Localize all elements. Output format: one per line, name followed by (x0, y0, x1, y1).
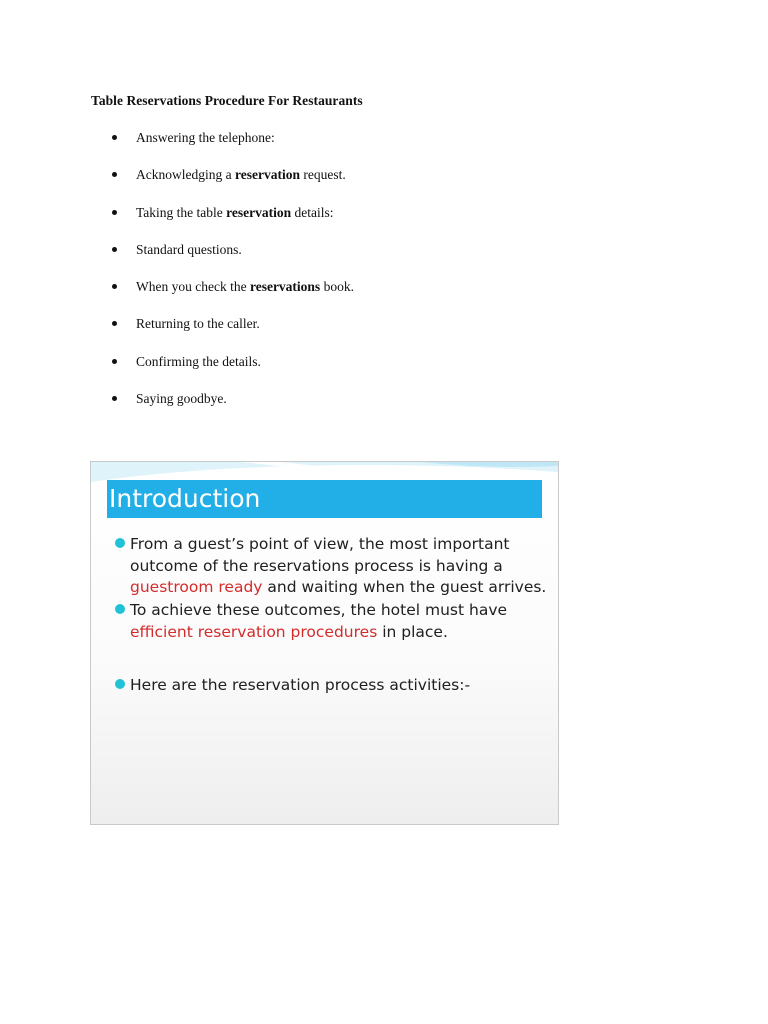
bullet-icon (115, 604, 125, 614)
slide-title: Introduction (109, 484, 261, 513)
list-item-text: When you check the reservations book. (136, 279, 354, 295)
slide-title-bar (107, 480, 542, 518)
bullet-icon (115, 679, 125, 689)
list-item-text: Acknowledging a reservation request. (136, 167, 346, 183)
slide-bullet-text: From a guest’s point of view, the most important outcome of the reservations process is having a guestroom ready and waiting when the guest arrives. (130, 535, 547, 596)
document-title: Table Reservations Procedure For Restaurants (91, 93, 363, 108)
list-item-text: Saying goodbye. (136, 391, 227, 407)
bullet-icon (112, 210, 117, 215)
list-item-text: Standard questions. (136, 241, 242, 257)
list-item-text: Taking the table reservation details: (136, 204, 334, 220)
list-item-text: Confirming the details. (136, 353, 261, 369)
slide-bullet-text: To achieve these outcomes, the hotel must have efficient reservation procedures in place. (130, 601, 508, 641)
bullet-icon (112, 284, 117, 289)
list-item-text: Returning to the caller. (136, 316, 260, 332)
bullet-icon (112, 321, 117, 326)
introduction-slide-image (90, 461, 559, 825)
bullet-icon (112, 359, 117, 364)
bullet-icon (112, 247, 117, 252)
slide-bullet-text: Here are the reservation process activities:- (130, 676, 471, 694)
bullet-icon (115, 538, 125, 548)
bullet-icon (112, 396, 117, 401)
bullet-icon (112, 172, 117, 177)
list-item-text: Answering the telephone: (136, 130, 275, 145)
bullet-icon (112, 135, 117, 140)
